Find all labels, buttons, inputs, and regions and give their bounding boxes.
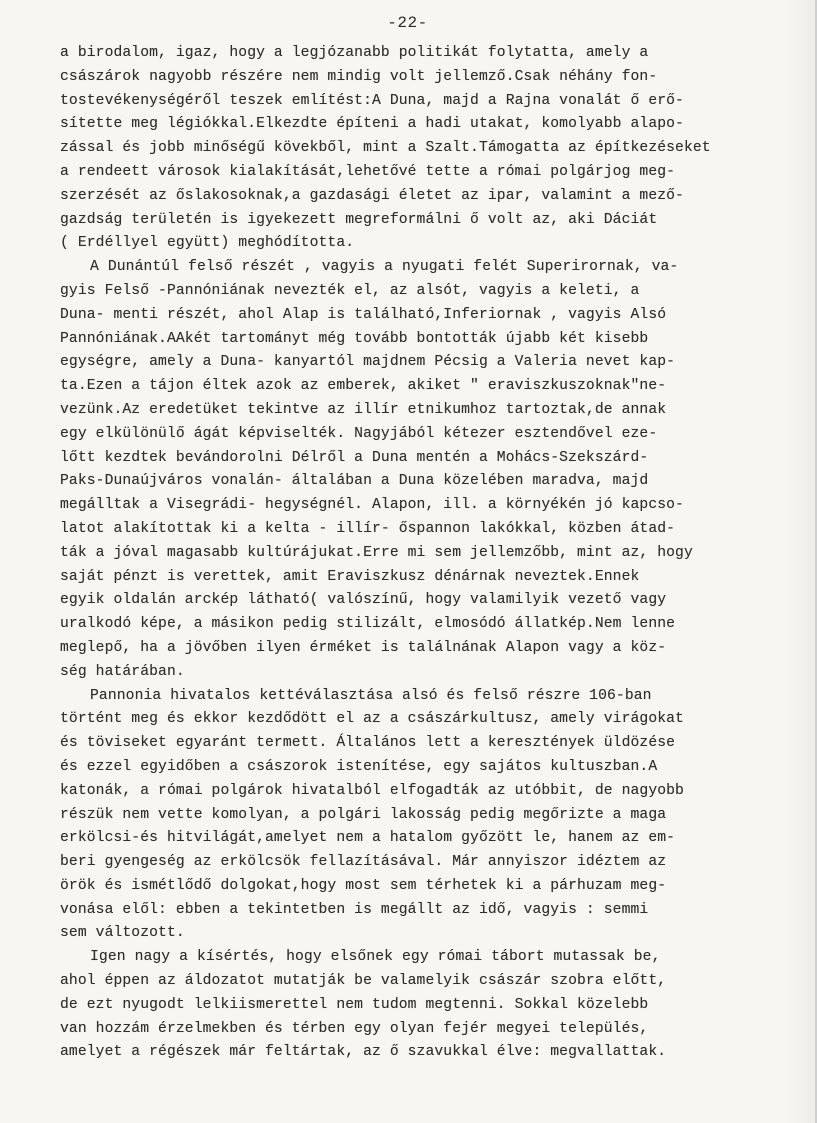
text-line: a rendeett városok kialakítását,lehetővé tette a római polgárjog meg- <box>60 163 676 180</box>
text-line: és ezzel egyidőben a császorok istenítése, egy sajátos kultuszban.A <box>60 758 658 775</box>
text-line: ta.Ezen a tájon éltek azok az emberek, akiket " eraviszkuszoknak"ne- <box>60 378 667 395</box>
text-line: ség határában. <box>60 663 185 680</box>
text-line: megálltak a Visegrádi- hegységnél. Alapon, ill. a környékén jó kapcso- <box>60 497 684 514</box>
text-line: sem változott. <box>60 925 185 942</box>
text-line: ( Erdéllyel együtt) meghódította. <box>60 235 355 252</box>
text-line: szerzését az őslakosoknak,a gazdasági életet az ipar, valamint a mező- <box>60 187 684 204</box>
text-line: történt meg és ekkor kezdődött el az a császárkultusz, amely virágokat <box>60 711 684 728</box>
text-line: katonák, a római polgárok hivatalból elfogadták az utóbbit, de nagyobb <box>60 782 684 799</box>
text-line: Pannonia hivatalos kettéválasztása alsó és felső részre 106-ban <box>90 687 652 704</box>
text-line: lőtt kezdtek bevándorolni Délről a Duna mentén a Mohács-Szekszárd- <box>60 449 649 466</box>
text-line: egyik oldalán arckép látható( valószínű, hogy valamilyik vezető vagy <box>60 592 667 609</box>
text-line: amelyet a régészek már feltártak, az ő szavukkal élve: megvallattak. <box>60 1044 667 1061</box>
text-line: uralkodó képe, a másikon pedig stilizált, elmosódó állatkép.Nem lenne <box>60 616 676 633</box>
page-number: -22- <box>387 14 428 32</box>
paragraph-4 <box>60 946 780 1065</box>
text-line: egységre, amely a Duna- kanyartól majdnem Pécsig a Valeria nevet kap- <box>60 354 676 371</box>
text-line: beri gyengeség az erkölcsök fellazításával. Már annyiszor idéztem az <box>60 854 667 871</box>
text-line: vonása elől: ebben a tekintetben is megállt az idő, vagyis : semmi <box>60 901 649 918</box>
text-line: meglepő, ha a jövőben ilyen érméket is találnának Alapon vagy a köz- <box>60 639 667 656</box>
text-line: tostevékenységéről teszek említést:A Duna, majd a Rajna vonalát ő erő- <box>60 92 684 109</box>
text-line: Igen nagy a kísértés, hogy elsőnek egy római tábort mutassak be, <box>90 949 661 966</box>
text-line: Pannóniának.AAkét tartományt még tovább bontották újabb két kisebb <box>60 330 649 347</box>
text-line: örök és ismétlődő dolgokat,hogy most sem térhetek ki a párhuzam meg- <box>60 877 667 894</box>
paragraph-1 <box>60 42 780 256</box>
text-line: és töviseket egyaránt termett. Általános lett a keresztények üldözése <box>60 735 676 752</box>
paragraph-3 <box>60 685 780 947</box>
text-line: van hozzám érzelmekben és térben egy olyan fejér megyei település, <box>60 1020 649 1037</box>
text-line: császárok nagyobb részére nem mindig volt jellemző.Csak néhány fon- <box>60 68 658 85</box>
text-line: részük nem vette komolyan, a polgári lakosság pedig megőrizte a maga <box>60 806 667 823</box>
text-line: zással és jobb minőségű kövekből, mint a Szalt.Támogatta az építkezéseket <box>60 140 711 157</box>
paper-edge-shadow <box>785 0 815 1123</box>
text-line: Duna- menti részét, ahol Alap is található,Inferiornak , vagyis Alsó <box>60 306 667 323</box>
text-line: ahol éppen az áldozatot mutatják be valamelyik császár szobra előtt, <box>60 973 667 990</box>
text-line: latot alakítottak ki a kelta - illír- őspannon lakókkal, közben átad- <box>60 520 676 537</box>
text-line: erkölcsi-és hitvilágát,amelyet nem a hatalom győzött le, hanem az em- <box>60 830 676 847</box>
text-line: ták a jóval magasabb kultúrájukat.Erre mi sem jellemzőbb, mint az, hogy <box>60 544 693 561</box>
text-line: vezünk.Az eredetüket tekintve az illír etnikumhoz tartoztak,de annak <box>60 401 667 418</box>
text-line: gazdság területén is igyekezett megreformálni ő volt az, aki Dáciát <box>60 211 658 228</box>
text-line: egy elkülönülő ágát képviselték. Nagyjából kétezer esztendővel eze- <box>60 425 658 442</box>
document-body <box>60 42 780 1065</box>
text-line: gyis Felső -Pannóniának nevezték el, az alsót, vagyis a keleti, a <box>60 282 640 299</box>
text-line: saját pénzt is verettek, amit Eraviszkusz dénárnak neveztek.Ennek <box>60 568 640 585</box>
text-line: de ezt nyugodt lelkiismerettel nem tudom megtenni. Sokkal közelebb <box>60 996 649 1013</box>
text-line: A Dunántúl felső részét , vagyis a nyugati felét Superirornak, va- <box>90 259 679 276</box>
text-line: a birodalom, igaz, hogy a legjózanabb politikát folytatta, amely a <box>60 45 649 61</box>
text-line: sítette meg légiókkal.Elkezdte építeni a hadi utakat, komolyabb alapo- <box>60 116 684 133</box>
text-line: Paks-Dunaújváros vonalán- általában a Duna közelében maradva, majd <box>60 473 649 490</box>
paragraph-2 <box>60 256 780 684</box>
